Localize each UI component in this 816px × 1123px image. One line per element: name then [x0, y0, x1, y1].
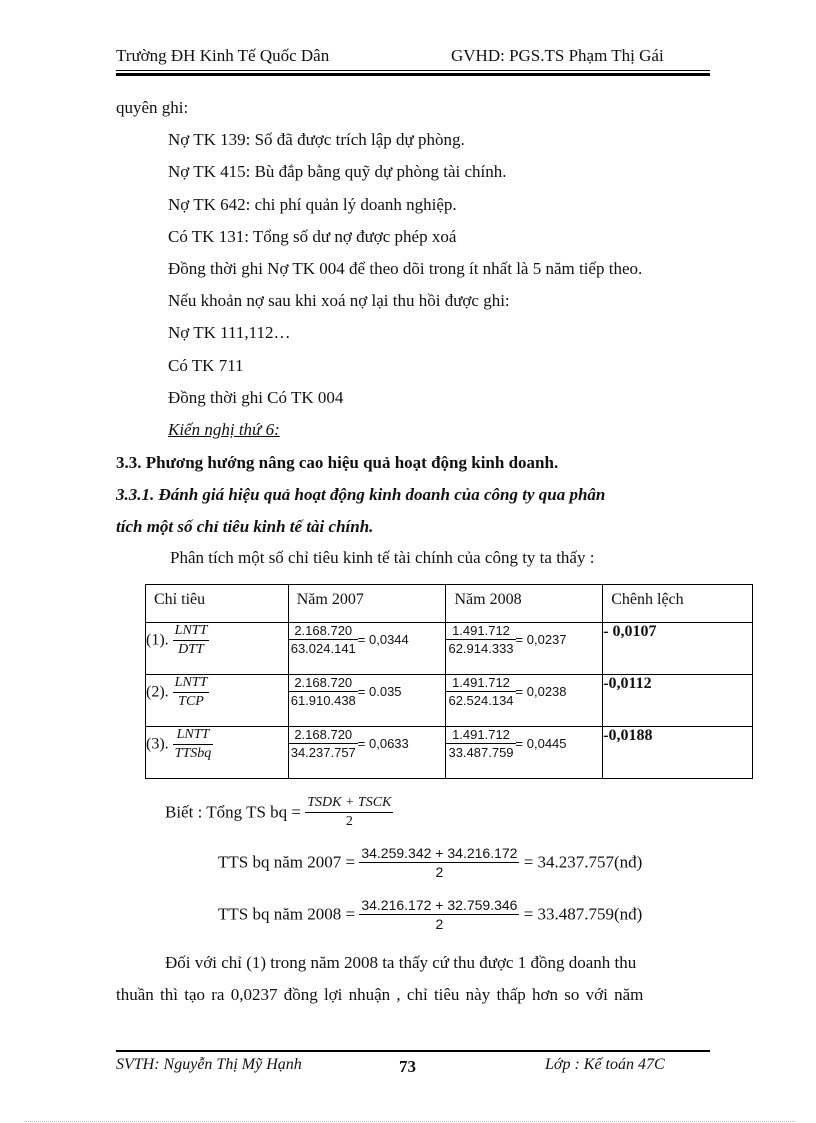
body-line: Nợ TK 642: chi phí quản lý doanh nghiệp.	[168, 195, 457, 214]
value-fraction: $\frac{2.168.720}{63.024.141}$	[290, 623, 356, 656]
body-line: Có TK 711	[168, 356, 244, 375]
formula-fraction: $\frac{34.216.172 + 32.759.346}{2}$	[361, 897, 518, 932]
footer-rule	[116, 1050, 710, 1052]
formula-2007	[218, 845, 642, 880]
table-header-cell: Năm 2007	[288, 585, 446, 623]
header-advisor: GVHD: PGS.TS Phạm Thị Gái	[451, 46, 664, 65]
value-cell-2008	[446, 727, 603, 779]
value-result: = 0.035	[357, 684, 402, 699]
table-header-cell: Năm 2008	[446, 585, 603, 623]
header-rule-thin	[116, 70, 710, 71]
body-line: Đồng thời ghi Nợ TK 004 để theo dõi trong ít nhất là 5 năm tiếp theo.	[168, 259, 643, 278]
table-header-row	[146, 585, 753, 623]
formula-result: = 34.237.757(nđ)	[523, 852, 643, 872]
table-header-cell: Chênh lệch	[603, 585, 753, 623]
body-line: quyên ghi:	[116, 98, 189, 117]
table-header-cell: Chỉ tiêu	[146, 585, 289, 623]
value-result: = 0,0445	[515, 736, 567, 751]
value-result: = 0,0633	[357, 736, 409, 751]
value-fraction: $\frac{1.491.712}{62.914.333}$	[448, 623, 514, 656]
table-row	[146, 675, 753, 727]
body-line: Nếu khoản nợ sau khi xoá nợ lại thu hồi được ghi:	[168, 291, 510, 310]
value-fraction: $\frac{2.168.720}{61.910.438}$	[290, 675, 356, 708]
body-line: Nợ TK 415: Bù đắp bằng quỹ dự phòng tài chính.	[168, 162, 507, 181]
formula-fraction: $\frac{\text{TSDK + TSCK}}{2}$	[307, 795, 392, 829]
ratio-cell	[146, 675, 289, 727]
body-line: Có TK 131: Tổng số dư nợ được phép xoá	[168, 227, 457, 246]
footer-class: Lớp : Kế toán 47C	[545, 1056, 665, 1073]
value-fraction: $\frac{1.491.712}{33.487.759}$	[448, 727, 514, 760]
ratio-cell	[146, 727, 289, 779]
row-label: (2).	[146, 683, 169, 701]
difference-cell: - 0,0107	[603, 623, 753, 675]
avg-assets-formula	[165, 795, 393, 830]
ratio-fraction: $\frac{\text{LNTT}}{\text{TTSbq}}$	[174, 727, 212, 761]
subsection-heading: tích một số chỉ tiêu kinh tế tài chính.	[116, 517, 374, 536]
value-cell-2007	[288, 727, 446, 779]
paragraph-line: Đối với chỉ (1) trong năm 2008 ta thấy cứ thu được 1 đồng doanh thu	[165, 953, 637, 972]
value-result: = 0,0344	[357, 632, 409, 647]
section-heading: 3.3. Phương hướng nâng cao hiệu quả hoạt động kinh doanh.	[116, 453, 559, 472]
value-cell-2008	[446, 675, 603, 727]
table-row	[146, 623, 753, 675]
ratio-table	[145, 584, 753, 779]
formula-fraction: $\frac{34.259.342 + 34.216.172}{2}$	[361, 845, 518, 880]
header-school: Trường ĐH Kinh Tế Quốc Dân	[116, 46, 330, 65]
row-label: (1).	[146, 631, 169, 649]
difference-cell: -0,0188	[603, 727, 753, 779]
body-line: Nợ TK 111,112…	[168, 323, 291, 342]
subsection-heading: 3.3.1. Đánh giá hiệu quả hoạt động kinh doanh của công ty qua phân	[116, 485, 606, 504]
footer-student: SVTH: Nguyễn Thị Mỹ Hạnh	[116, 1056, 302, 1073]
ratio-fraction: $\frac{\text{LNTT}}{\text{DTT}}$	[174, 623, 208, 657]
formula-2008	[218, 897, 642, 932]
paragraph-line: thuần thì tạo ra 0,0237 đồng lợi nhuận , chỉ tiêu này thấp hơn so với năm	[116, 985, 644, 1004]
table-intro: Phân tích một số chỉ tiêu kinh tế tài chính của công ty ta thấy :	[170, 548, 595, 567]
ratio-cell	[146, 623, 289, 675]
page-number: 73	[399, 1057, 416, 1076]
row-label: (3).	[146, 735, 169, 753]
formula-label: TTS bq năm 2007 =	[218, 852, 356, 872]
page-edge-divider	[25, 1121, 795, 1122]
value-result: = 0,0238	[515, 684, 567, 699]
formula-result: = 33.487.759(nđ)	[523, 904, 643, 924]
value-fraction: $\frac{1.491.712}{62.524.134}$	[448, 675, 514, 708]
body-line: Nợ TK 139: Số đã được trích lập dự phòng.	[168, 130, 465, 149]
formula-label: Biết : Tổng TS bq =	[165, 802, 301, 822]
table-row	[146, 727, 753, 779]
value-cell-2008	[446, 623, 603, 675]
value-result: = 0,0237	[515, 632, 567, 647]
difference-cell: -0,0112	[603, 675, 753, 727]
formula-label: TTS bq năm 2008 =	[218, 904, 356, 924]
value-cell-2007	[288, 623, 446, 675]
body-line: Đồng thời ghi Có TK 004	[168, 388, 344, 407]
recommendation-heading: Kiến nghị thứ 6:	[168, 420, 280, 439]
value-fraction: $\frac{2.168.720}{34.237.757}$	[290, 727, 356, 760]
ratio-fraction: $\frac{\text{LNTT}}{\text{TCP}}$	[174, 675, 208, 709]
header-rule-thick	[116, 73, 710, 76]
value-cell-2007	[288, 675, 446, 727]
